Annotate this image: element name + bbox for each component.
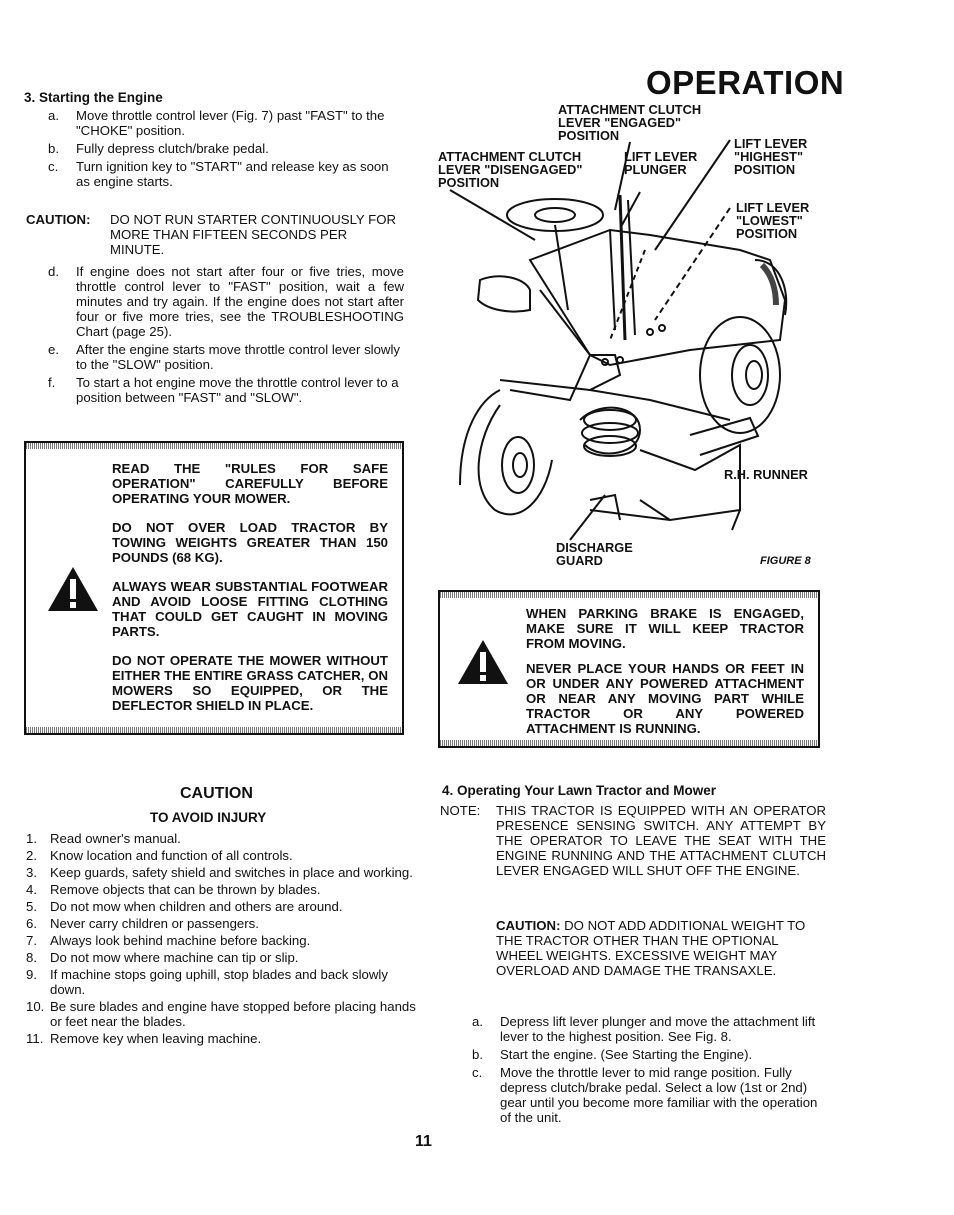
list-item: 10. Be sure blades and engine have stopped before placing hands or feet near the blades. xyxy=(26,999,416,1029)
weight-caution xyxy=(496,918,826,978)
list-item: 6. Never carry children or passengers. xyxy=(26,916,259,931)
list-item: c. Move the throttle lever to mid range position. Fully depress clutch/brake pedal. Select a low (1st or 2nd) gear until you become more familiar with the operation of the unit. xyxy=(472,1065,818,1125)
warning-text-block xyxy=(526,606,804,750)
warning-paragraph: READ THE "RULES FOR SAFE OPERATION" CAREFULLY BEFORE OPERATING YOUR MOWER. xyxy=(112,461,388,506)
page-title: OPERATION xyxy=(646,64,845,101)
list-item: d. If engine does not start after four or five tries, move throttle control lever to "FAST" position, wait a few minutes and try again. If the engine does not start after four or five more tries, see the TROUBLESHOOTING Chart (page 25). xyxy=(48,264,404,339)
list-item: 9. If machine stops going uphill, stop blades and back slowly down. xyxy=(26,967,388,997)
label-lift-lowest: LIFT LEVER "LOWEST" POSITION xyxy=(736,200,810,241)
operating-title: 4. Operating Your Lawn Tractor and Mower xyxy=(442,783,717,798)
caution-heading: CAUTION xyxy=(180,785,253,802)
label-clutch-disengaged: ATTACHMENT CLUTCH LEVER "DISENGAGED" POSITION xyxy=(438,149,583,190)
caution-label: CAUTION: xyxy=(26,212,91,227)
starting-steps-a-c xyxy=(48,108,404,192)
list-item: 8. Do not mow where machine can tip or slip. xyxy=(26,950,299,965)
warning-paragraph: WHEN PARKING BRAKE IS ENGAGED, MAKE SURE IT WILL KEEP TRACTOR FROM MOVING. xyxy=(526,606,804,651)
warning-paragraph: DO NOT OPERATE THE MOWER WITHOUT EITHER THE ENTIRE GRASS CATCHER, ON MOWERS SO EQUIPPED, OR THE DEFLECTOR SHIELD IN PLACE. xyxy=(112,653,388,713)
warning-triangle-icon xyxy=(456,638,510,686)
caution-text: DO NOT RUN STARTER CONTINUOUSLY FOR MORE THAN FIFTEEN SECONDS PER MINUTE. xyxy=(110,212,396,257)
list-item: e. After the engine starts move throttle control lever slowly to the "SLOW" position. xyxy=(48,342,400,372)
label-rh-runner: R.H. RUNNER xyxy=(724,467,808,482)
warning-paragraph: ALWAYS WEAR SUBSTANTIAL FOOTWEAR AND AVOID LOOSE FITTING CLOTHING THAT COULD GET CAUGHT IN MOVING PARTS. xyxy=(112,579,388,639)
injury-list xyxy=(26,831,416,1048)
note-text: THIS TRACTOR IS EQUIPPED WITH AN OPERATOR PRESENCE SENSING SWITCH. ANY ATTEMPT BY THE OPERATOR TO LEAVE THE SEAT WITH THE ENGINE RUNNING AND THE ATTACHMENT CLUTCH LEVER ENGAGED WILL SHUT OFF THE ENGINE. xyxy=(496,803,826,878)
list-item: f. To start a hot engine move the throttle control lever to a position between "FAST" and "SLOW". xyxy=(48,375,399,405)
warning-text-block xyxy=(112,461,388,727)
list-item: 3. Keep guards, safety shield and switches in place and working. xyxy=(26,865,413,880)
label-clutch-engaged: ATTACHMENT CLUTCH LEVER "ENGAGED" POSITION xyxy=(558,102,702,143)
list-item: a. Depress lift lever plunger and move the attachment lift lever to the highest position. See Fig. 8. xyxy=(472,1014,816,1044)
warning-paragraph: DO NOT OVER LOAD TRACTOR BY TOWING WEIGHTS GREATER THAN 150 POUNDS (68 KG). xyxy=(112,520,388,565)
label-discharge-guard: DISCHARGE GUARD xyxy=(556,540,633,568)
list-item: 4. Remove objects that can be thrown by blades. xyxy=(26,882,321,897)
page-number: 11 xyxy=(415,1133,432,1150)
caution-label: CAUTION: xyxy=(496,918,561,933)
safety-warning-box xyxy=(24,441,404,735)
list-item: 1. Read owner's manual. xyxy=(26,831,181,846)
list-item: 2. Know location and function of all controls. xyxy=(26,848,293,863)
label-lift-plunger: LIFT LEVER PLUNGER xyxy=(624,149,698,177)
list-item: 7. Always look behind machine before backing. xyxy=(26,933,311,948)
warning-triangle-icon xyxy=(46,565,100,613)
starting-engine-title: 3. Starting the Engine xyxy=(24,90,163,105)
list-item: 5. Do not mow when children and others are around. xyxy=(26,899,343,914)
starting-steps-d-f xyxy=(48,264,404,408)
starter-caution xyxy=(26,212,406,258)
parking-warning-box xyxy=(438,590,820,748)
list-item: c. Turn ignition key to "START" and release key as soon as engine starts. xyxy=(48,159,389,189)
operator-presence-note xyxy=(440,803,830,895)
operating-steps xyxy=(472,1014,828,1128)
list-item: a. Move throttle control lever (Fig. 7) past "FAST" to the "CHOKE" position. xyxy=(48,108,385,138)
list-item: b. Fully depress clutch/brake pedal. xyxy=(48,141,269,156)
figure-caption: FIGURE 8 xyxy=(760,555,811,567)
list-item: b. Start the engine. (See Starting the Engine). xyxy=(472,1047,753,1062)
label-lift-highest: LIFT LEVER "HIGHEST" POSITION xyxy=(734,136,808,177)
note-label: NOTE: xyxy=(440,803,481,818)
list-item: 11. Remove key when leaving machine. xyxy=(26,1031,262,1046)
warning-paragraph: NEVER PLACE YOUR HANDS OR FEET IN OR UNDER ANY POWERED ATTACHMENT OR NEAR ANY MOVING PART WHILE TRACTOR OR ANY POWERED ATTACHMENT IS RUNNING. xyxy=(526,661,804,736)
caution-subheading: TO AVOID INJURY xyxy=(150,810,267,825)
caution-text: DO NOT ADD ADDITIONAL WEIGHT TO THE TRACTOR OTHER THAN THE OPTIONAL WHEEL WEIGHTS. EXCESSIVE WEIGHT MAY OVERLOAD AND DAMAGE THE TRANSAXLE. xyxy=(496,918,806,978)
